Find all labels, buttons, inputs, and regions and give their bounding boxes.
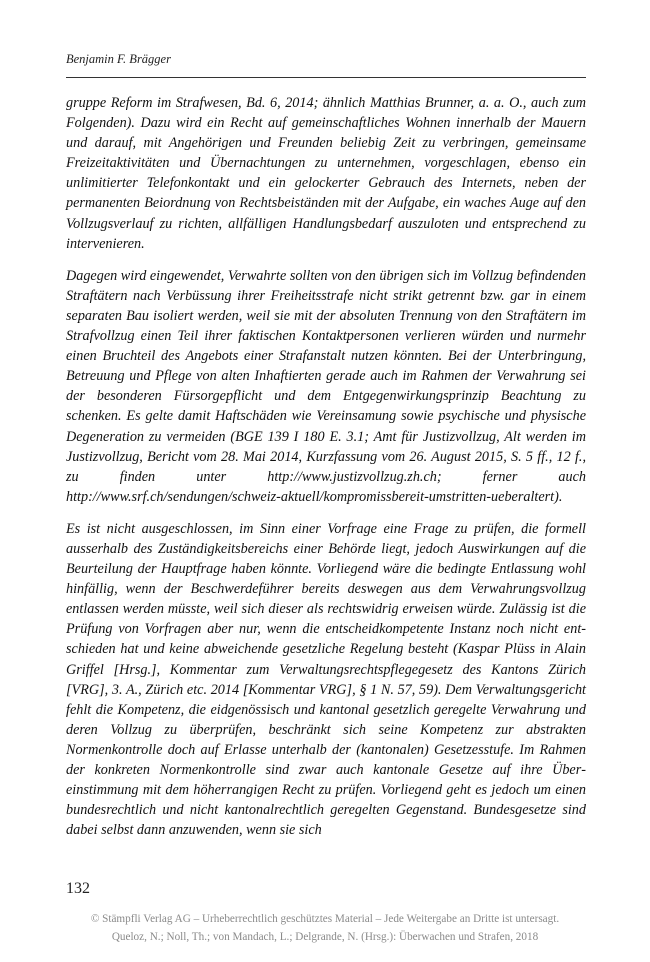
body-paragraph-3: Es ist nicht ausgeschlossen, im Sinn einer Vorfrage eine Frage zu prüfen, die formell ausserhalb des Zuständigkeitsbereichs einer Behörde liegt, jedoch Auswirkungen auf die Beurteilung der Hauptfrage haben könnte. Vorliegend wäre die bedingte Entlassung wohl hinfällig, wenn der Beschwerdeführer bereits deswegen aus dem Verwahrungsvollzug entlassen werden müsste, weil sich dieser als rechtswidrig erweisen würde. Zulässig ist die Prüfung von Vorfragen aber nur, wenn die entscheidkompetente Instanz noch nicht entschieden hat und keine abweichende gesetzliche Regelung besteht (Kaspar Plüss in Alain Griffel [Hrsg.], Kommentar zum Verwaltungsrechtspflegegesetz des Kantons Zürich [VRG], 3. A., Zürich etc. 2014 [Kommentar VRG], § 1 N. 57, 59). Dem Verwaltungsgericht fehlt die Kompetenz, die eidgenössisch und kantonal gesetzlich geregelte Verwahrung und deren Vollzug zu überprüfen, beschränkt sich seine Kompetenz zur abstrakten Normenkontrolle doch auf Erlasse unterhalb der (kantonalen) Gesetzesstufe. Im Rahmen der konkreten Normenkontrolle sind zwar auch kantonale Gesetze auf ihre Übereinstimmung mit dem höherrangigen Recht zu prüfen. Vorliegend geht es jedoch um einen bundesrechtlich und nicht kantonalrechtlich geregelten Gegenstand. Bundesgesetze sind dabei selbst dann anzuwenden, wenn sie sich bbox=[66, 520, 586, 839]
body-paragraph-1: gruppe Reform im Strafwesen, Bd. 6, 2014; ähnlich Matthias Brunner, a. a. O., auch zum Folgenden). Dazu wird ein Recht auf gemeinschaftliches Wohnen innerhalb der Mauern und darauf, mit Angehörigen und Freunden beliebig Zeit zu verbringen, gemeinsame Freizeitaktivitäten und Übernachtungen zu unternehmen, vorgeschlagen, ebenso ein unlimitierter Telefonkontakt und ein gelockerter Gebrauch des Internets, neben der permanenten Beiordnung von Rechtsbeiständen mit der Aufgabe, ein waches Auge auf den Vollzugsverlauf zu richten, allfälligen Handlungsbedarf auszuloten und entsprechend zu intervenieren. bbox=[66, 95, 586, 252]
footer-citation-line: Queloz, N.; Noll, Th.; von Mandach, L.; Delgrande, N. (Hrsg.): Überwachen und Strafen, 2018 bbox=[111, 931, 539, 943]
footer-copyright-line: © Stämpfli Verlag AG – Urheberrechtlich geschütztes Material – Jede Weitergabe an Dritte ist untersagt. bbox=[90, 913, 560, 925]
page-body bbox=[66, 93, 586, 852]
page-number: 132 bbox=[66, 880, 90, 897]
body-paragraph-2: Dagegen wird eingewendet, Verwahrte sollten von den übrigen sich im Vollzug befindenden Straftätern nach Verbüssung ihrer Freiheitsstrafe nicht strikt getrennt bzw. gar in einem separaten Bau isoliert werden, weil sie mit der absoluten Trennung von den Straftätern im Strafvollzug einen Teil ihrer faktischen Kontaktpersonen verlieren würden und nurmehr einen Bruchteil des Angebots einer Strafanstalt nutzen könnten. Bei der Unterbringung, Betreuung und Pflege von alten Inhaftierten gerade auch im Rahmen der Verwahrung sei der besonderen Fürsorgepflicht und dem Entgegenwirkungsprinzip Beachtung zu schenken. Es gelte damit Haftschäden wie Vereinsamung sowie psychische und physische Degeneration zu vermeiden (BGE 139 I 180 E. 3.1; Amt für Justizvollzug, Alt werden im Justizvollzug, Bericht vom 28. Mai 2014, Kurzfassung vom 26. August 2015, S. 5 ff., 12 f., zu finden unter http://www.justizvollzug.zh.ch; ferner auch http://www.srf.ch/sendungen/schweiz-aktuell/kompromissbereit-umstritten-ueberaltert). bbox=[66, 267, 586, 505]
copyright-footer bbox=[0, 910, 650, 946]
running-header-author: Benjamin F. Brägger bbox=[66, 52, 171, 66]
header-divider bbox=[66, 77, 586, 78]
